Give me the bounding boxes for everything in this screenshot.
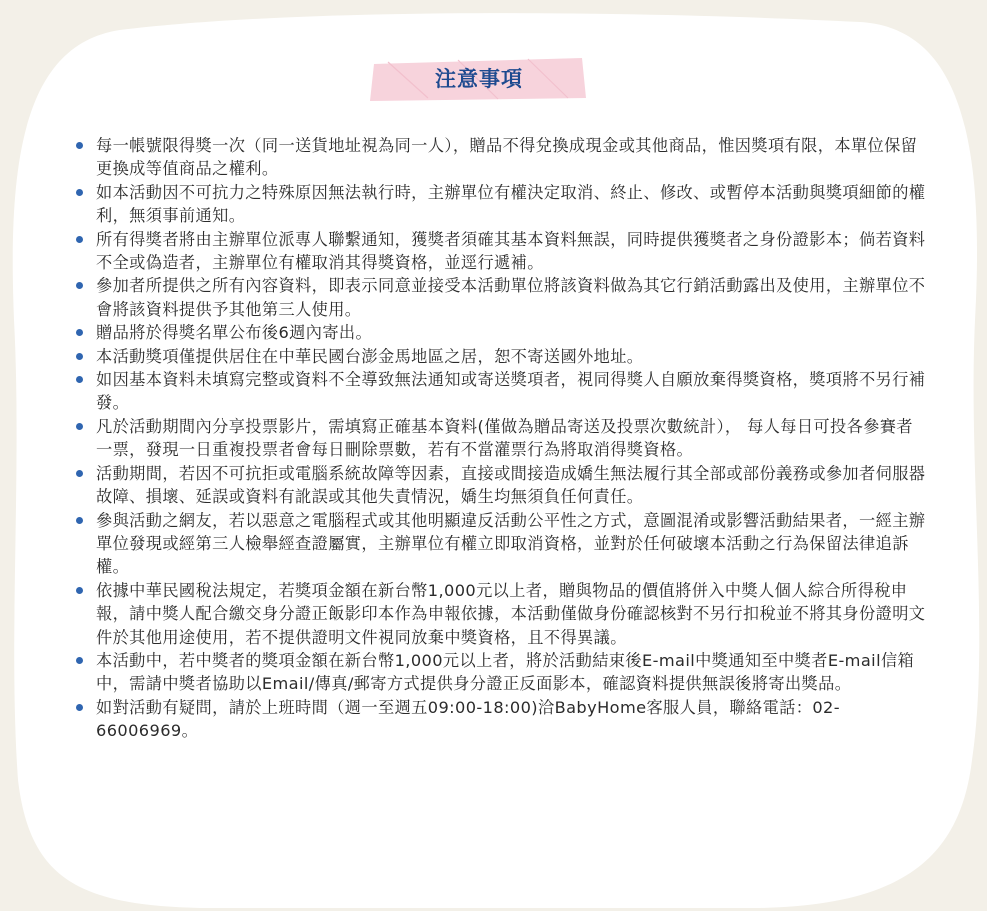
bullet-icon bbox=[76, 376, 83, 383]
list-item bbox=[72, 579, 928, 649]
list-item-text: 所有得獎者將由主辦單位派專人聯繫通知，獲獎者須確其基本資料無誤，同時提供獲獎者之身份證影本；倘若資料不全或偽造者，主辦單位有權取消其得獎資格，並逕行遞補。 bbox=[96, 229, 926, 273]
list-item-text: 本活動中，若中獎者的獎項金額在新台幣1,000元以上者，將於活動結束後E-mail中獎通知至中獎者E-mail信箱中，需請中獎者協助以Email/傳真/郵寄方式提供身分證正反面影本，確認資料提供無誤後將寄出獎品。 bbox=[96, 650, 915, 694]
page-title: 注意事項 bbox=[435, 67, 523, 91]
list-item bbox=[72, 228, 928, 275]
list-item-text: 活動期間，若因不可抗拒或電腦系統故障等因素，直接或間接造成嬌生無法履行其全部或部份義務或參加者伺服器故障、損壞、延誤或資料有訛誤或其他失責情況，嬌生均無須負任何責任。 bbox=[96, 463, 926, 507]
list-item-text: 如本活動因不可抗力之特殊原因無法執行時，主辦單位有權決定取消、終止、修改、或暫停本活動與獎項細節的權利，無須事前通知。 bbox=[96, 182, 926, 226]
bullet-icon bbox=[76, 423, 83, 430]
title-badge bbox=[368, 54, 590, 104]
bullet-icon bbox=[76, 236, 83, 243]
list-item-text: 如對活動有疑問，請於上班時間（週一至週五09:00-18:00)洽BabyHome客服人員，聯絡電話：02-66006969。 bbox=[96, 697, 840, 741]
bullet-icon bbox=[76, 517, 83, 524]
list-item bbox=[72, 274, 928, 321]
bullet-icon bbox=[76, 353, 83, 360]
list-item-text: 依據中華民國稅法規定，若獎項金額在新台幣1,000元以上者，贈與物品的價值將併入中獎人個人綜合所得稅申報，請中獎人配合繳交身分證正飯影印本作為申報依據，本活動僅做身份確認核對不另行扣稅並不將其身份證明文件於其他用途使用，若不提供證明文件視同放棄中獎資格，且不得異議。 bbox=[96, 580, 926, 647]
list-item bbox=[72, 321, 928, 344]
list-item-text: 參與活動之網友，若以惡意之電腦程式或其他明顯違反活動公平性之方式，意圖混淆或影響活動結果者，一經主辦單位發現或經第三人檢舉經查證屬實，主辦單位有權立即取消資格，並對於任何破壞本活動之行為保留法律追訴權。 bbox=[96, 510, 926, 577]
list-item-text: 本活動獎項僅提供居住在中華民國台澎金馬地區之居，恕不寄送國外地址。 bbox=[96, 346, 644, 366]
bullet-icon bbox=[76, 657, 83, 664]
list-item-text: 如因基本資料未填寫完整或資料不全導致無法通知或寄送獎項者，視同得獎人自願放棄得獎資格，獎項將不另行補發。 bbox=[96, 370, 926, 413]
list-item bbox=[72, 181, 928, 228]
list-item bbox=[72, 462, 928, 509]
list-item bbox=[72, 345, 928, 368]
bullet-icon bbox=[76, 587, 83, 594]
list-item bbox=[72, 415, 928, 462]
list-item-text: 凡於活動期間內分享投票影片，需填寫正確基本資料(僅做為贈品寄送及投票次數統計）， 每人每日可投各參賽者一票，發現一日重複投票者會每日刪除票數，若有不當灌票行為將取消得獎資格。 bbox=[96, 416, 913, 460]
bullet-icon bbox=[76, 282, 83, 289]
list-item-text: 每一帳號限得獎一次（同一送貨地址視為同一人），贈品不得兌換成現金或其他商品，惟因獎項有限，本單位保留更換成等值商品之權利。 bbox=[96, 136, 918, 179]
bullet-icon bbox=[76, 470, 83, 477]
list-item bbox=[72, 509, 928, 579]
bullet-icon bbox=[76, 704, 83, 711]
list-item bbox=[72, 368, 928, 415]
list-item bbox=[72, 649, 928, 696]
list-item bbox=[72, 696, 928, 743]
list-item-text: 贈品將於得獎名單公布後6週內寄出。 bbox=[96, 323, 373, 343]
bullet-icon bbox=[76, 189, 83, 196]
list-item bbox=[72, 134, 928, 181]
notice-list bbox=[72, 134, 928, 743]
bullet-icon bbox=[76, 142, 83, 149]
list-item-text: 參加者所提供之所有內容資料，即表示同意並接受本活動單位將該資料做為其它行銷活動露出及使用，主辦單位不會將該資料提供予其他第三人使用。 bbox=[96, 276, 926, 319]
bullet-icon bbox=[76, 329, 83, 336]
